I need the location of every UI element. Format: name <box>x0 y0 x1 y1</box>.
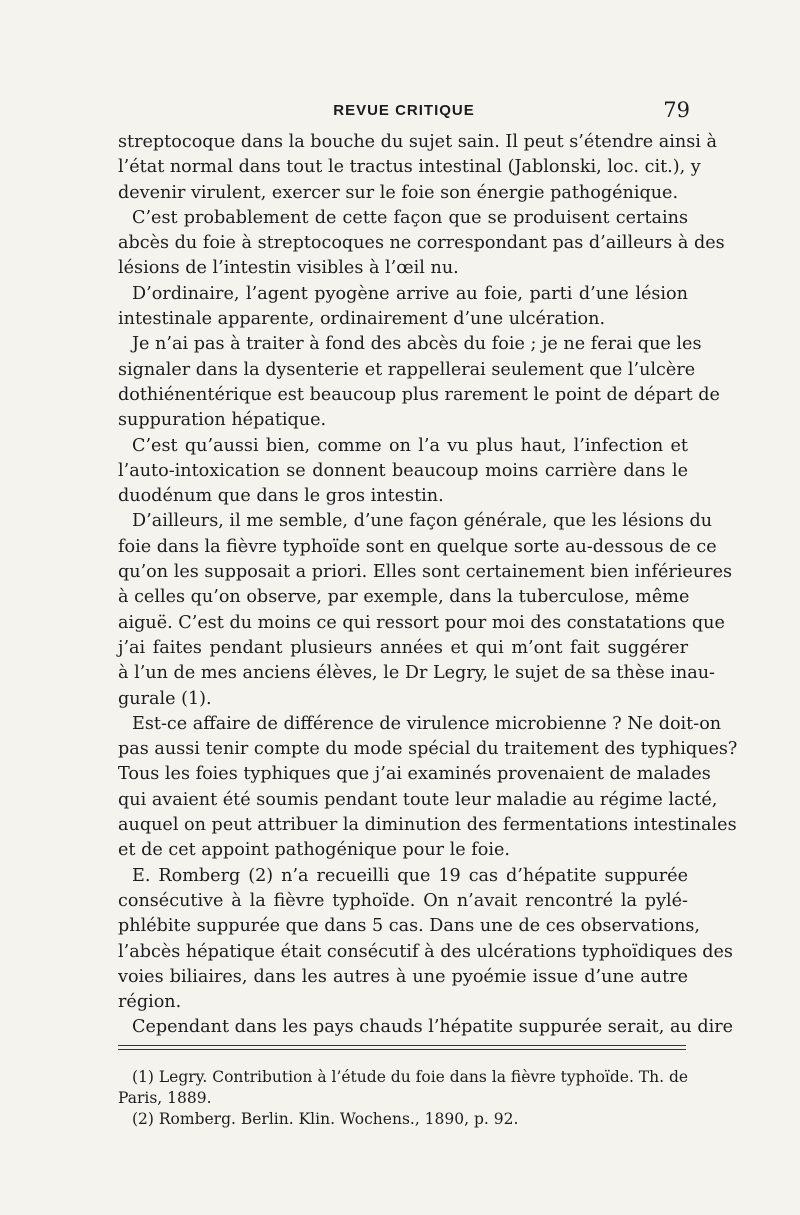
footnote-line: (1) Legry. Contribution à l’étude du foie dans la fièvre typhoïde. Th. de <box>132 1068 689 1086</box>
text-line: à l’un de mes anciens élèves, le Dr Legry, le sujet de sa thèse inau- <box>118 663 715 684</box>
page-number: 79 <box>663 98 690 122</box>
text-line: duodénum que dans le gros intestin. <box>118 486 444 507</box>
text-line: phlébite suppurée que dans 5 cas. Dans une de ces observations, <box>118 916 701 937</box>
text-line: pas aussi tenir compte du mode spécial du traitement des typhiques? <box>118 739 738 760</box>
footnote-rule <box>118 1045 686 1046</box>
text-line: j’ai faites pendant plusieurs années et qui m’ont fait suggérer <box>118 637 688 658</box>
text-line: gurale (1). <box>118 688 212 709</box>
text-line: Cependant dans les pays chauds l’hépatite suppurée serait, au dire <box>132 1017 734 1038</box>
text-line: D’ordinaire, l’agent pyogène arrive au foie, parti d’une lésion <box>132 283 688 304</box>
text-line: dothiénentérique est beaucoup plus rarement le point de départ de <box>118 384 720 405</box>
text-line: E. Romberg (2) n’a recueilli que 19 cas d’hépatite suppurée <box>132 865 688 886</box>
text-line: Je n’ai pas à traiter à fond des abcès du foie ; je ne ferai que les <box>132 334 702 355</box>
text-line: l’état normal dans tout le tractus intestinal (Jablonski, loc. cit.), y <box>118 157 701 178</box>
body-text <box>118 130 738 1041</box>
text-line: voies biliaires, dans les autres à une pyoémie issue d’une autre <box>118 966 688 987</box>
text-line: C’est probablement de cette façon que se produisent certains <box>132 207 688 228</box>
footnotes <box>118 1067 689 1130</box>
text-line: abcès du foie à streptocoques ne correspondant pas d’ailleurs à des <box>118 233 725 254</box>
text-line: streptocoque dans la bouche du sujet sain. Il peut s’étendre ainsi à <box>118 132 717 152</box>
running-head <box>118 98 690 124</box>
text-line: consécutive à la fièvre typhoïde. On n’avait rencontré la pylé- <box>118 890 688 911</box>
footnote-rule-double <box>118 1049 686 1050</box>
text-line: région. <box>118 992 182 1013</box>
text-line: l’auto-intoxication se donnent beaucoup moins carrière dans le <box>118 460 688 481</box>
text-line: suppuration hépatique. <box>118 410 327 431</box>
text-line: aiguë. C’est du moins ce qui ressort pour moi des constatations que <box>118 612 725 633</box>
footnote-line: (2) Romberg. Berlin. Klin. Wochens., 1890, p. 92. <box>132 1110 519 1128</box>
text-line: D’ailleurs, il me semble, d’une façon générale, que les lésions du <box>132 511 713 532</box>
text-line: signaler dans la dysenterie et rappellerai seulement que l’ulcère <box>118 359 696 380</box>
text-line: l’abcès hépatique était consécutif à des ulcérations typhoïdiques des <box>118 941 733 962</box>
text-line: C’est qu’aussi bien, comme on l’a vu plus haut, l’infection et <box>132 435 688 456</box>
text-line: à celles qu’on observe, par exemple, dans la tuberculose, même <box>118 587 690 608</box>
text-line: Tous les foies typhiques que j’ai examinés provenaient de malades <box>118 764 711 785</box>
text-line: lésions de l’intestin visibles à l’œil nu. <box>118 258 459 279</box>
text-line: Est-ce affaire de différence de virulence microbienne ? Ne doit-on <box>132 713 722 734</box>
text-line: intestinale apparente, ordinairement d’une ulcération. <box>118 309 606 330</box>
text-line: foie dans la fièvre typhoïde sont en quelque sorte au-dessous de ce <box>118 536 717 557</box>
text-line: qu’on les supposait a priori. Elles sont certainement bien inférieures <box>118 562 733 583</box>
footnote-line: Paris, 1889. <box>118 1089 212 1107</box>
text-line: qui avaient été soumis pendant toute leur maladie au régime lacté, <box>118 789 718 810</box>
text-line: et de cet appoint pathogénique pour le foie. <box>118 840 511 861</box>
running-title: REVUE CRITIQUE <box>333 102 475 119</box>
text-line: auquel on peut attribuer la diminution des fermentations intestinales <box>118 815 737 836</box>
text-line: devenir virulent, exercer sur le foie son énergie pathogénique. <box>118 182 679 203</box>
